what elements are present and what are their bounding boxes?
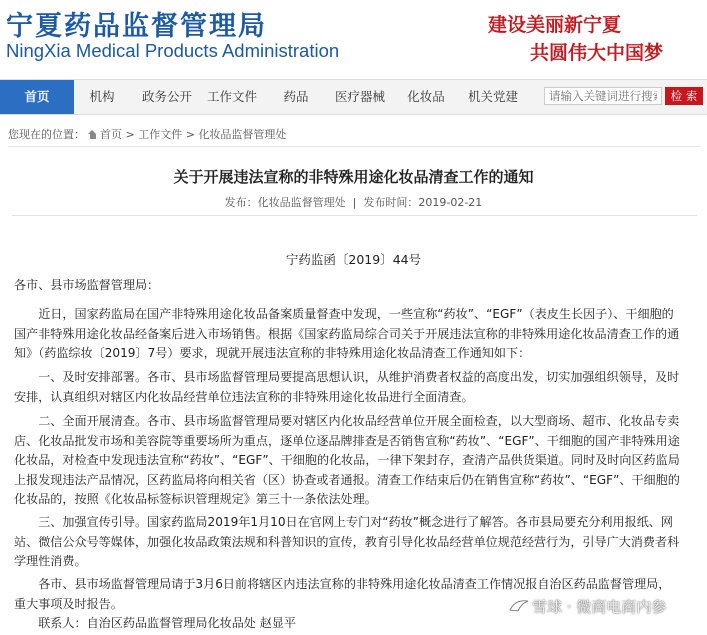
breadcrumb-item-work-documents[interactable]: 工作文件 xyxy=(138,128,183,141)
paragraph-line: 安排，认真组织对辖区内化妆品经营单位违法宣称的非特殊用途化妆品进行全面清查。 xyxy=(14,389,474,404)
nav-item-organization[interactable]: 机构 xyxy=(89,89,115,104)
search-button[interactable]: 检 索 xyxy=(665,87,703,105)
watermark-text: 雪球 · 微商电商内参 xyxy=(532,598,667,616)
paragraph-line: 各市、县市场监督管理局请于3月6日前将辖区内违法宣称的非特殊用途化妆品清查工作情况报自治区药品监督管理局， xyxy=(14,577,671,591)
paragraph-line: 知》（药监综妆〔2019〕7号）要求，现就开展违法宣称的非特殊用途化妆品清查工作通知如下： xyxy=(14,346,531,360)
paragraph-line: 店、化妆品批发市场和美容院等重要场所为重点，逐单位逐品牌排查是否销售宣称“药妆”、“EGF”、干细胞的国产非特殊用途 xyxy=(14,433,680,448)
breadcrumb-item-cosmetics-dept[interactable]: 化妆品监督管理处 xyxy=(198,128,287,141)
nav-item-government-affairs[interactable]: 政务公开 xyxy=(141,89,192,104)
article-publisher: 发布：化妆品监督管理处 xyxy=(224,196,346,209)
paragraph-section-1 xyxy=(14,368,694,407)
breadcrumb-prefix: 您现在的位置： xyxy=(8,128,85,141)
site-logo-english[interactable]: NingXia Medical Products Administration xyxy=(6,40,340,61)
nav-item-work-documents[interactable]: 工作文件 xyxy=(206,89,257,104)
paragraph-line: 近日，国家药监局在国产非特殊用途化妆品备案质量督查中发现，一些宣称“药妆”、“EGF”（表皮生长因子）、干细胞的 xyxy=(14,307,674,321)
article-date: 发布时间：2019-02-21 xyxy=(363,196,483,209)
nav-item-medical-devices[interactable]: 医疗器械 xyxy=(334,89,385,104)
paragraph-line: 国产非特殊用途化妆品经备案后进入市场销售。根据《国家药监局综合司关于开展违法宣称的非特殊用途化妆品清查工作的通 xyxy=(14,326,680,341)
breadcrumb-separator: > xyxy=(182,128,199,141)
site-header xyxy=(0,0,707,72)
paragraph-section-3 xyxy=(14,513,694,572)
slogan-line-1: 建设美丽新宁夏 xyxy=(488,14,622,36)
salutation-text: 各市、县市场监督管理局： xyxy=(14,278,160,292)
paragraph-line: 化妆品的，按照《化妆品标签标识管理规定》第三十一条依法处理。 xyxy=(14,492,377,506)
paragraph-line: 二、全面开展清查。各市、县市场监督管理局要对辖区内化妆品经营单位开展全面检查，以大型商场、超市、化妆品专卖 xyxy=(14,414,680,428)
salutation xyxy=(14,276,694,296)
paragraph-line: 学理性消费。 xyxy=(14,554,87,568)
paragraph-section-2 xyxy=(14,412,694,510)
paragraph-line: 站、微信公众号等媒体，加强化妆品政策法规和科普知识的宣传，教育引导化妆品经营单位规范经营行为，引导广大消费者科 xyxy=(14,534,680,549)
title-divider xyxy=(12,215,697,216)
paragraph-intro xyxy=(14,305,694,364)
paragraph-line: 上报发现违法产品情况，区药监局将向相关省（区）协查或者通报。清查工作结束后仍在销售宣称“药妆”、“EGF”、干细胞的 xyxy=(14,472,680,487)
paragraph-line: 一、及时安排部署。各市、县市场监督管理局要提高思想认识，从维护消费者权益的高度出发，切实加强组织领导，及时 xyxy=(14,370,680,384)
search-input[interactable] xyxy=(544,87,662,105)
breadcrumb xyxy=(8,126,700,147)
breadcrumb-item-home[interactable]: 首页 xyxy=(100,128,122,141)
main-nav xyxy=(0,79,707,115)
paragraph-line: 三、加强宣传引导。国家药监局2019年1月10日在官网上专门对“药妆”概念进行了解答。各市县局要充分利用报纸、网 xyxy=(14,515,673,529)
nav-item-home[interactable]: 首页 xyxy=(0,80,74,114)
contact-line: 联系人：自治区药品监督管理局化妆品处 赵显平 xyxy=(14,616,297,630)
breadcrumb-separator: > xyxy=(122,128,139,141)
site-logo-chinese[interactable]: 宁夏药品监督管理局 xyxy=(6,11,267,42)
article-meta xyxy=(0,194,707,210)
paragraph-line: 化妆品，对检查中发现违法宣称“药妆”、“EGF”、干细胞的化妆品，一律下架封存，查清产品供货渠道。同时及时向区药监局 xyxy=(14,453,680,467)
slogan-line-2: 共圆伟大中国梦 xyxy=(530,42,664,64)
paragraph-line: 重大事项及时报告。 xyxy=(14,596,123,611)
home-icon xyxy=(88,130,97,139)
document-number: 宁药监函〔2019〕44号 xyxy=(285,252,422,267)
nav-item-drugs[interactable]: 药品 xyxy=(283,89,309,104)
meta-separator: | xyxy=(345,196,364,209)
watermark xyxy=(508,596,666,620)
article-title: 关于开展违法宣称的非特殊用途化妆品清查工作的通知 xyxy=(173,168,534,186)
snowball-logo-icon xyxy=(508,598,530,614)
nav-item-party-building[interactable]: 机关党建 xyxy=(467,89,518,104)
nav-item-cosmetics[interactable]: 化妆品 xyxy=(407,89,445,104)
